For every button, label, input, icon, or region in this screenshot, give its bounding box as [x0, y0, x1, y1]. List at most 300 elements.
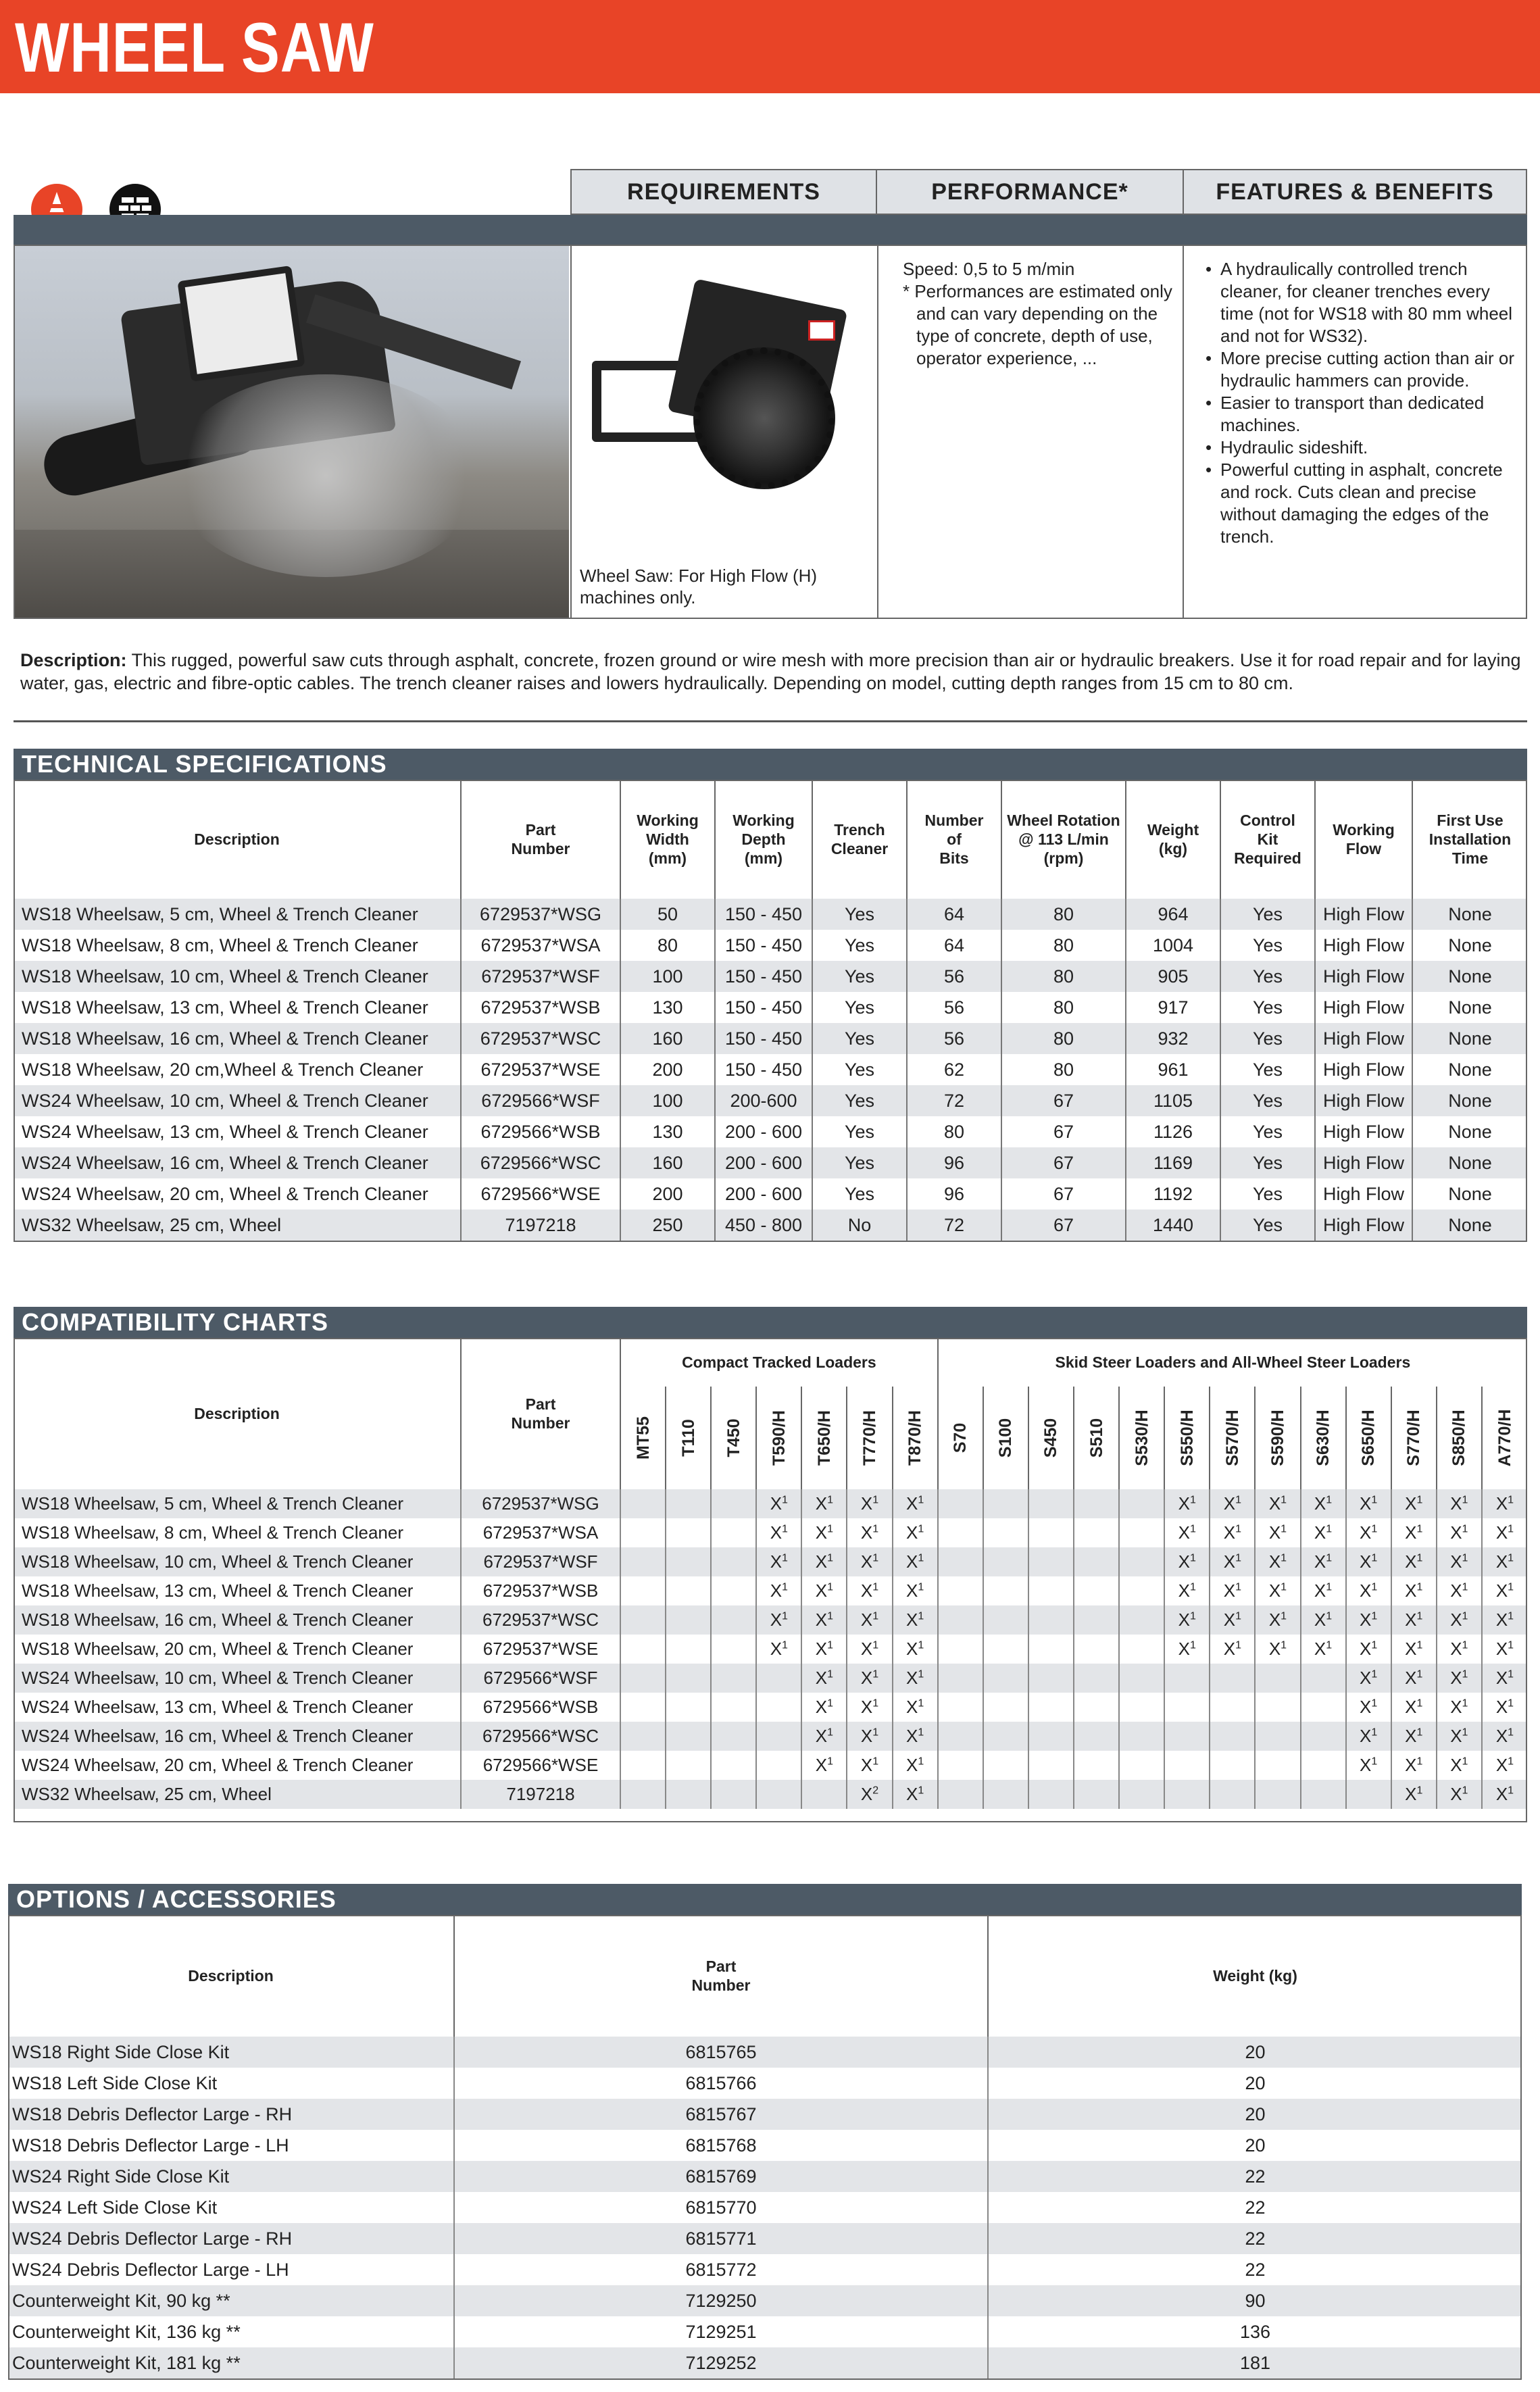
compat-mark [983, 1576, 1028, 1605]
spec-row [14, 930, 1527, 961]
options-cell: Counterweight Kit, 90 kg ** [8, 2285, 454, 2316]
compat-mark: $X^1$ [756, 1635, 801, 1664]
compat-mark [666, 1576, 711, 1605]
options-cell: 6815770 [454, 2192, 988, 2223]
spec-cell: Yes [812, 1147, 907, 1178]
compat-mark: $X^1$ [801, 1693, 847, 1722]
compat-mark: $X^1$ [1301, 1547, 1346, 1576]
compat-note-ref: 1 [1371, 1494, 1378, 1506]
compat-mark [711, 1693, 756, 1722]
compat-mark: $X^1$ [756, 1547, 801, 1576]
compat-note-ref: 1 [1416, 1494, 1423, 1506]
compat-mark: $X^1$ [1301, 1518, 1346, 1547]
compat-note-ref: 1 [1371, 1639, 1378, 1651]
compat-note-ref: 1 [1371, 1581, 1378, 1593]
machine-photo-cell [14, 245, 570, 619]
compat-mark [1119, 1664, 1164, 1693]
spec-cell: 160 [620, 1023, 715, 1054]
compat-note-ref: 1 [1416, 1726, 1423, 1739]
compat-mark [1301, 1751, 1346, 1780]
compat-mark [1210, 1722, 1255, 1751]
compat-note-ref: 1 [872, 1581, 879, 1593]
spec-cell: High Flow [1315, 1178, 1412, 1210]
compat-mark [1028, 1518, 1074, 1547]
spec-cell: Yes [1220, 899, 1315, 930]
compat-note-ref: 1 [1281, 1610, 1287, 1622]
compat-mark: $X^1$ [1255, 1635, 1300, 1664]
spec-cell: 150 - 450 [715, 899, 812, 930]
spec-cell: Yes [812, 1054, 907, 1085]
spec-cell: WS18 Wheelsaw, 10 cm, Wheel & Trench Cleaner [14, 961, 461, 992]
compat-note-ref: 1 [1416, 1668, 1423, 1680]
options-row [8, 2254, 1522, 2285]
spec-cell: WS32 Wheelsaw, 25 cm, Wheel [14, 1210, 461, 1241]
model-label: T450 [724, 1418, 743, 1457]
model-label: T650/H [814, 1410, 834, 1466]
compat-mark [1255, 1751, 1300, 1780]
spec-cell: 67 [1001, 1116, 1126, 1147]
compat-mark: $X^1$ [1391, 1780, 1437, 1809]
spec-row [14, 1023, 1527, 1054]
performance-note: * Performances are estimated only and can vary depending on the type of concrete, depth of use, operator experience, ... [903, 281, 1172, 368]
compat-mark: $X^1$ [756, 1576, 801, 1605]
spec-cell: WS24 Wheelsaw, 16 cm, Wheel & Trench Cleaner [14, 1147, 461, 1178]
spec-cell: 67 [1001, 1178, 1126, 1210]
model-label: S510 [1087, 1418, 1106, 1458]
compat-note-ref: 1 [827, 1523, 834, 1535]
spec-cell: None [1412, 1054, 1527, 1085]
spec-cell: WS24 Wheelsaw, 20 cm, Wheel & Trench Cleaner [14, 1178, 461, 1210]
spec-cell: 6729566*WSC [461, 1147, 620, 1178]
spec-cell: 964 [1126, 899, 1220, 930]
compat-note-ref: 1 [1189, 1552, 1196, 1564]
spec-cell: Yes [812, 899, 907, 930]
compat-mark [666, 1605, 711, 1635]
compat-mark: $X^1$ [1210, 1489, 1255, 1518]
compat-mark: $X^1$ [1255, 1547, 1300, 1576]
compat-note-ref: 1 [1371, 1610, 1378, 1622]
spec-cell: High Flow [1315, 992, 1412, 1023]
compat-note-ref: 1 [1371, 1697, 1378, 1710]
compat-mark [1164, 1722, 1210, 1751]
spec-cell: Yes [1220, 1023, 1315, 1054]
compat-mark [1164, 1664, 1210, 1693]
spec-cell: 250 [620, 1210, 715, 1241]
spec-cell: None [1412, 899, 1527, 930]
compat-mark: $X^1$ [847, 1605, 892, 1635]
compat-mark [620, 1489, 666, 1518]
compat-mark [1255, 1722, 1300, 1751]
compat-desc: WS18 Wheelsaw, 16 cm, Wheel & Trench Cleaner [14, 1605, 461, 1635]
compat-mark [1028, 1722, 1074, 1751]
compat-mark [711, 1547, 756, 1576]
compat-mark [620, 1547, 666, 1576]
compat-mark [711, 1635, 756, 1664]
spec-row [14, 992, 1527, 1023]
compat-mark: $X^1$ [893, 1547, 938, 1576]
spec-cell: Yes [812, 961, 907, 992]
compat-note-ref: 1 [827, 1697, 834, 1710]
options-row [8, 2130, 1522, 2161]
compat-row [14, 1780, 1527, 1809]
spec-cell: None [1412, 1178, 1527, 1210]
performance-speed: Speed: 0,5 to 5 m/min [903, 259, 1075, 279]
compat-mark: $X^1$ [1437, 1722, 1482, 1751]
spec-cell: WS24 Wheelsaw, 13 cm, Wheel & Trench Cleaner [14, 1116, 461, 1147]
options-cell: WS24 Debris Deflector Large - RH [8, 2223, 454, 2254]
compat-desc: WS18 Wheelsaw, 5 cm, Wheel & Trench Cleaner [14, 1489, 461, 1518]
compat-part: 6729566*WSC [461, 1722, 620, 1751]
compat-mark [983, 1635, 1028, 1664]
compat-desc: WS32 Wheelsaw, 25 cm, Wheel [14, 1780, 461, 1809]
compat-mark [983, 1547, 1028, 1576]
compat-mark: $X^1$ [893, 1751, 938, 1780]
compat-mark [1074, 1605, 1119, 1635]
spec-cell: High Flow [1315, 1116, 1412, 1147]
options-cell: 136 [988, 2316, 1522, 2347]
compat-note-ref: 1 [1371, 1668, 1378, 1680]
compat-mark: $X^1$ [756, 1489, 801, 1518]
spec-cell: 6729537*WSA [461, 930, 620, 961]
compat-mark: $X^1$ [1210, 1576, 1255, 1605]
model-header [1391, 1387, 1437, 1489]
options-cell: 7129250 [454, 2285, 988, 2316]
compat-note-ref: 1 [872, 1726, 879, 1739]
compat-desc: WS24 Wheelsaw, 13 cm, Wheel & Trench Cleaner [14, 1693, 461, 1722]
compat-mark [620, 1780, 666, 1809]
machine-photo [15, 246, 569, 618]
options-col-header: Weight (kg) [988, 1915, 1522, 2037]
compat-mark [1164, 1780, 1210, 1809]
model-label: S100 [996, 1418, 1016, 1458]
options-cell: 6815766 [454, 2068, 988, 2099]
compat-desc: WS18 Wheelsaw, 8 cm, Wheel & Trench Cleaner [14, 1518, 461, 1547]
compat-mark [666, 1547, 711, 1576]
compat-note-ref: 1 [1235, 1581, 1241, 1593]
spec-cell: Yes [1220, 1085, 1315, 1116]
compat-mark: $X^1$ [1482, 1605, 1527, 1635]
spec-cell: 961 [1126, 1054, 1220, 1085]
options-cell: 22 [988, 2161, 1522, 2192]
spec-cell: 130 [620, 992, 715, 1023]
compat-mark: $X^1$ [1391, 1693, 1437, 1722]
compat-note-ref: 1 [918, 1523, 924, 1535]
compat-mark [1164, 1751, 1210, 1780]
compat-mark: $X^1$ [1346, 1635, 1391, 1664]
divider [14, 720, 1527, 722]
model-header [1482, 1387, 1527, 1489]
compat-note-ref: 1 [1508, 1726, 1514, 1739]
compat-note-ref: 1 [1235, 1523, 1241, 1535]
options-cell: 6815769 [454, 2161, 988, 2192]
compat-note-ref: 1 [1416, 1610, 1423, 1622]
feature-item: • Powerful cutting in asphalt, concrete and rock. Cuts clean and precise without damaging the edges of the trench. [1204, 459, 1516, 548]
wheel-saw-photo [578, 259, 869, 516]
compat-mark [1074, 1489, 1119, 1518]
compat-mark [1074, 1635, 1119, 1664]
spec-cell: Yes [812, 992, 907, 1023]
compat-mark: $X^1$ [1164, 1518, 1210, 1547]
compat-table [14, 1338, 1527, 1809]
compat-mark [711, 1518, 756, 1547]
compat-mark [1028, 1605, 1074, 1635]
compat-mark: $X^1$ [801, 1576, 847, 1605]
compat-note-ref: 1 [1416, 1785, 1423, 1797]
compat-mark: $X^1$ [1391, 1605, 1437, 1635]
compat-mark: $X^1$ [893, 1722, 938, 1751]
compat-note-ref: 1 [1508, 1697, 1514, 1710]
spec-cell: No [812, 1210, 907, 1241]
options-row [8, 2099, 1522, 2130]
compat-mark [620, 1576, 666, 1605]
spec-cell: 1126 [1126, 1116, 1220, 1147]
compat-mark: $X^1$ [847, 1751, 892, 1780]
compat-mark [711, 1751, 756, 1780]
compat-mark [666, 1489, 711, 1518]
model-header [1301, 1387, 1346, 1489]
compat-note-ref: 1 [918, 1494, 924, 1506]
compat-mark: $X^1$ [1437, 1547, 1482, 1576]
compat-mark [983, 1605, 1028, 1635]
compat-note-ref: 1 [1508, 1639, 1514, 1651]
compat-mark: $X^1$ [847, 1693, 892, 1722]
compat-mark: $X^1$ [893, 1635, 938, 1664]
spec-cell: 62 [907, 1054, 1001, 1085]
compat-mark [1255, 1693, 1300, 1722]
compat-mark: $X^1$ [1346, 1751, 1391, 1780]
spec-cell: High Flow [1315, 1210, 1412, 1241]
spec-cell: 200 [620, 1054, 715, 1085]
spec-cell: 200 - 600 [715, 1178, 812, 1210]
compat-note-ref: 1 [872, 1697, 879, 1710]
compat-mark [666, 1722, 711, 1751]
model-label: S570/H [1222, 1410, 1242, 1466]
compat-mark [983, 1489, 1028, 1518]
compat-note-ref: 1 [1281, 1552, 1287, 1564]
compat-mark: $X^1$ [1346, 1576, 1391, 1605]
spec-cell: Yes [812, 930, 907, 961]
compat-note-ref: 1 [918, 1581, 924, 1593]
compat-mark [666, 1518, 711, 1547]
compat-mark: $X^1$ [1391, 1664, 1437, 1693]
compat-note-ref: 1 [782, 1494, 788, 1506]
model-label: S770/H [1404, 1410, 1424, 1466]
compat-mark [1119, 1489, 1164, 1518]
compat-mark [1119, 1576, 1164, 1605]
compat-note-ref: 1 [1326, 1523, 1333, 1535]
compat-part: 6729537*WSC [461, 1605, 620, 1635]
spec-cell: 80 [1001, 992, 1126, 1023]
spec-cell: Yes [812, 1116, 907, 1147]
compat-row [14, 1722, 1527, 1751]
spec-cell: 80 [1001, 961, 1126, 992]
compat-mark: $X^1$ [893, 1780, 938, 1809]
compat-mark [1074, 1693, 1119, 1722]
compat-mark [620, 1664, 666, 1693]
compat-mark: $X^1$ [801, 1664, 847, 1693]
compat-mark: $X^1$ [893, 1605, 938, 1635]
compat-mark [1301, 1780, 1346, 1809]
description-label: Description: [20, 650, 127, 670]
compat-note-ref: 1 [1371, 1552, 1378, 1564]
compat-mark [938, 1780, 983, 1809]
options-cell: 6815768 [454, 2130, 988, 2161]
compat-mark: $X^1$ [1391, 1518, 1437, 1547]
compat-part: 6729537*WSA [461, 1518, 620, 1547]
model-label: T590/H [769, 1410, 789, 1466]
compat-note-ref: 1 [1235, 1552, 1241, 1564]
compat-mark: $X^1$ [1346, 1664, 1391, 1693]
requirements-cell [570, 245, 877, 619]
compat-mark: $X^1$ [1482, 1635, 1527, 1664]
compat-mark: $X^1$ [801, 1489, 847, 1518]
compat-note-ref: 1 [918, 1755, 924, 1768]
compat-note-ref: 1 [1462, 1726, 1468, 1739]
compat-mark [1074, 1547, 1119, 1576]
compat-note-ref: 1 [1326, 1494, 1333, 1506]
spec-cell: WS18 Wheelsaw, 16 cm, Wheel & Trench Cleaner [14, 1023, 461, 1054]
feature-item: • Easier to transport than dedicated machines. [1204, 392, 1516, 437]
compat-mark [1074, 1751, 1119, 1780]
compat-mark [756, 1693, 801, 1722]
compat-mark [938, 1576, 983, 1605]
model-header [847, 1387, 892, 1489]
compat-mark [620, 1635, 666, 1664]
spec-cell: High Flow [1315, 930, 1412, 961]
compat-note-ref: 1 [827, 1610, 834, 1622]
compat-mark [620, 1518, 666, 1547]
spec-cell: Yes [1220, 1116, 1315, 1147]
compat-note-ref: 1 [1416, 1523, 1423, 1535]
spec-cell: 72 [907, 1210, 1001, 1241]
compat-note-ref: 1 [1416, 1639, 1423, 1651]
compat-mark: $X^1$ [1301, 1489, 1346, 1518]
compat-note-ref: 1 [872, 1610, 879, 1622]
compat-row [14, 1605, 1527, 1635]
options-row [8, 2068, 1522, 2099]
model-label: S630/H [1314, 1410, 1333, 1466]
spec-cell: High Flow [1315, 961, 1412, 992]
compat-part: 6729537*WSE [461, 1635, 620, 1664]
compat-mark: $X^1$ [801, 1518, 847, 1547]
features-list [1204, 258, 1516, 548]
options-cell: WS24 Left Side Close Kit [8, 2192, 454, 2223]
compat-note-ref: 1 [1235, 1610, 1241, 1622]
page-title: WHEEL SAW [15, 9, 374, 87]
compat-mark [801, 1780, 847, 1809]
feature-item: • A hydraulically controlled trench cleaner, for cleaner trenches every time (not for WS18 with 80 mm wheel and not for WS32). [1204, 258, 1516, 347]
compat-mark: $X^1$ [1437, 1489, 1482, 1518]
compat-mark: $X^1$ [1482, 1489, 1527, 1518]
spec-col-header: Weight (kg) [1126, 780, 1220, 899]
compat-note-ref: 1 [827, 1494, 834, 1506]
compat-mark: $X^1$ [1346, 1518, 1391, 1547]
spec-row [14, 1210, 1527, 1241]
spec-cell: 56 [907, 1023, 1001, 1054]
spec-cell: 80 [1001, 1054, 1126, 1085]
compat-mark [756, 1751, 801, 1780]
compat-note-ref: 1 [1462, 1697, 1468, 1710]
compat-mark: $X^1$ [847, 1635, 892, 1664]
compat-part: 6729537*WSG [461, 1489, 620, 1518]
spec-col-header: Wheel Rotation @ 113 L/min (rpm) [1001, 780, 1126, 899]
compat-mark [666, 1635, 711, 1664]
spec-cell: Yes [1220, 961, 1315, 992]
spec-col-header: Part Number [461, 780, 620, 899]
spec-cell: WS18 Wheelsaw, 13 cm, Wheel & Trench Cleaner [14, 992, 461, 1023]
spec-col-header: Trench Cleaner [812, 780, 907, 899]
compat-mark [1119, 1751, 1164, 1780]
compat-mark [938, 1489, 983, 1518]
spec-col-header: Number of Bits [907, 780, 1001, 899]
compat-mark [938, 1664, 983, 1693]
model-label: S590/H [1268, 1410, 1287, 1466]
compat-part: 6729566*WSE [461, 1751, 620, 1780]
compat-mark [756, 1722, 801, 1751]
tech-specs-table [14, 780, 1527, 1241]
compat-mark [1119, 1693, 1164, 1722]
compat-mark [756, 1780, 801, 1809]
spec-cell: 150 - 450 [715, 1023, 812, 1054]
compat-mark: $X^1$ [1301, 1605, 1346, 1635]
spec-cell: 67 [1001, 1210, 1126, 1241]
spec-row [14, 961, 1527, 992]
spec-cell: 6729566*WSB [461, 1116, 620, 1147]
model-header [711, 1387, 756, 1489]
compat-part: 6729566*WSF [461, 1664, 620, 1693]
compat-note-ref: 1 [918, 1610, 924, 1622]
compat-row [14, 1489, 1527, 1518]
spec-row [14, 1085, 1527, 1116]
compat-mark [938, 1518, 983, 1547]
compat-title: COMPATIBILITY CHARTS [14, 1307, 1527, 1338]
options-cell: Counterweight Kit, 181 kg ** [8, 2347, 454, 2378]
compat-note-ref: 1 [918, 1639, 924, 1651]
spec-row [14, 1116, 1527, 1147]
spec-cell: 130 [620, 1116, 715, 1147]
spec-cell: None [1412, 1023, 1527, 1054]
compat-note-ref: 1 [872, 1755, 879, 1768]
spec-cell: 1440 [1126, 1210, 1220, 1241]
options-cell: 7129252 [454, 2347, 988, 2378]
compat-mark: $X^1$ [1437, 1751, 1482, 1780]
compat-mark [1028, 1780, 1074, 1809]
spec-cell: 72 [907, 1085, 1001, 1116]
spec-cell: 6729537*WSG [461, 899, 620, 930]
compat-mark [1074, 1722, 1119, 1751]
compat-mark: $X^1$ [801, 1547, 847, 1576]
compat-note-ref: 1 [1326, 1639, 1333, 1651]
compat-desc: WS24 Wheelsaw, 10 cm, Wheel & Trench Cleaner [14, 1664, 461, 1693]
compat-mark [938, 1722, 983, 1751]
spec-cell: 80 [1001, 930, 1126, 961]
compat-note-ref: 1 [782, 1523, 788, 1535]
spec-cell: 6729566*WSE [461, 1178, 620, 1210]
compat-mark [1119, 1722, 1164, 1751]
compat-mark: $X^1$ [847, 1576, 892, 1605]
options-cell: 181 [988, 2347, 1522, 2378]
compat-mark: $X^1$ [1164, 1489, 1210, 1518]
compat-note-ref: 1 [827, 1668, 834, 1680]
spec-cell: High Flow [1315, 1054, 1412, 1085]
options-cell: 20 [988, 2130, 1522, 2161]
compat-desc: WS24 Wheelsaw, 16 cm, Wheel & Trench Cleaner [14, 1722, 461, 1751]
feature-item: • Hydraulic sideshift. [1204, 437, 1516, 459]
compat-mark [1074, 1518, 1119, 1547]
compat-note-ref: 1 [1281, 1494, 1287, 1506]
model-label: T770/H [860, 1410, 880, 1466]
model-header [756, 1387, 801, 1489]
